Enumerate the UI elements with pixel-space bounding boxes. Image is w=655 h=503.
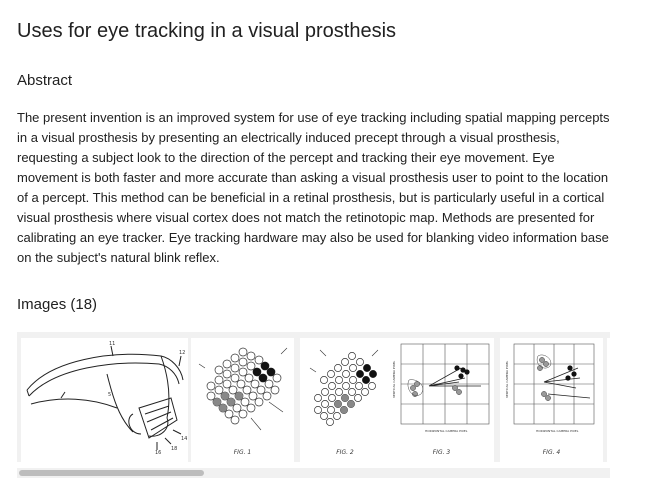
svg-text:5: 5 [108,392,112,398]
svg-text:16: 16 [155,450,162,456]
scrollbar-thumb[interactable] [19,470,204,476]
image-thumbnail-5[interactable] [607,338,610,462]
gaze-plot-drawing-icon [389,338,494,438]
carousel-scrollbar[interactable] [17,468,610,478]
svg-text:VERTICAL CAMERA PIXEL: VERTICAL CAMERA PIXEL [505,360,509,398]
images-heading: Images (18) [17,296,98,313]
thumbnail-caption: FIG. 3 [432,449,451,456]
image-carousel[interactable] [17,332,610,462]
svg-text:VERTICAL CAMERA PIXEL: VERTICAL CAMERA PIXEL [392,360,396,398]
page-title: Uses for eye tracking in a visual prosthesis [17,20,397,42]
svg-text:18: 18 [171,446,178,452]
image-thumbnail-3[interactable] [389,338,494,462]
image-thumbnail-4[interactable] [500,338,603,462]
image-thumbnail-1[interactable] [191,338,294,462]
image-thumbnail-0[interactable] [21,338,188,462]
svg-text:12: 12 [179,350,186,356]
svg-text:HORIZONTAL CAMERA PIXEL: HORIZONTAL CAMERA PIXEL [536,429,579,433]
electrode-array-drawing-icon [300,338,390,438]
thumbnail-caption: FIG. 1 [233,449,252,456]
glasses-drawing-icon [21,338,188,456]
gaze-plot-drawing-icon [500,338,603,438]
abstract-heading: Abstract [17,72,73,89]
abstract-text: The present invention is an improved system for use of eye tracking including spatial mapping percepts in a visual prosthesis by presenting an electrically induced precept through a visual prosthesis, requesting a subject look to the direction of the percept and tracking their eye movement. Eye movement is both faster and more accurate than asking a visual prosthesis user to point to the location of a percept. This method can be beneficial in a retinal prosthesis, but is particularly useful in a cortical visual prosthesis where visual cortex does not match the retinotopic map. Methods are presented for calibrating an eye tracker. Eye tracking hardware may also be used for blanking video information base on the subject's natural blink reflex. [17,110,610,265]
svg-text:14: 14 [181,436,188,442]
thumbnail-caption: FIG. 2 [336,449,354,456]
svg-text:HORIZONTAL CAMERA PIXEL: HORIZONTAL CAMERA PIXEL [425,429,468,433]
thumbnail-caption: FIG. 4 [542,449,561,456]
svg-text:11: 11 [109,341,116,347]
electrode-array-drawing-icon [191,338,294,438]
image-thumbnail-2[interactable] [300,338,390,462]
